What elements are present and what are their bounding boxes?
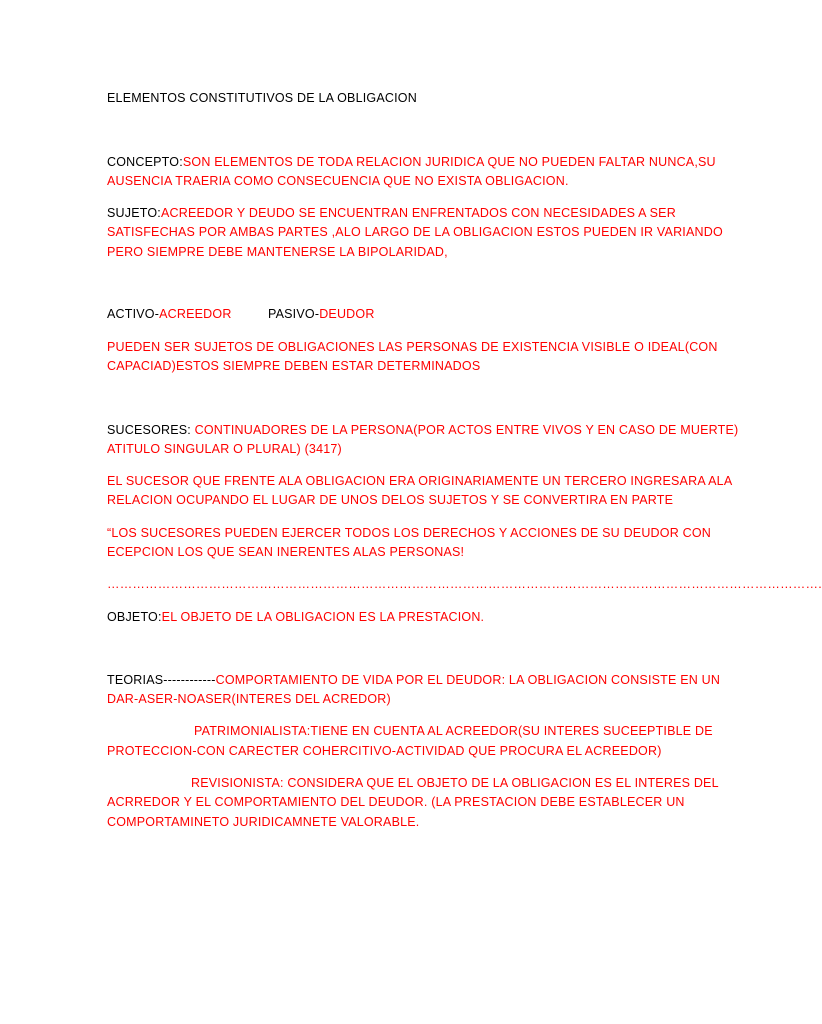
sucesor-p2-line-1: EL SUCESOR QUE FRENTE ALA OBLIGACION ERA ORIGINARIAMENTE UN TERCERO INGRESARA ALA [107, 474, 733, 488]
sujeto-line-1 [107, 203, 676, 223]
pasivo-label: PASIVO- [268, 307, 320, 321]
objeto-text: EL OBJETO DE LA OBLIGACION ES LA PRESTACION. [161, 610, 485, 624]
sucesor-quote-line-1: “LOS SUCESORES PUEDEN EJERCER TODOS LOS DERECHOS Y ACCIONES DE SU DEUDOR CON [107, 526, 711, 540]
activo-value: ACREEDOR [159, 307, 232, 321]
sucesores-label: SUCESORES: [107, 423, 195, 437]
revisionista-line-3: COMPORTAMINETO JURIDICAMNETE VALORABLE. [107, 815, 420, 829]
sucesores-text-1: CONTINUADORES DE LA PERSONA(POR ACTOS ENTRE VIVOS Y EN CASO DE MUERTE) [194, 423, 739, 437]
concepto-line-1 [107, 152, 716, 172]
teorias-line-2: DAR-ASER-NOASER(INTERES DEL ACREDOR) [107, 692, 391, 706]
revisionista-line-2: ACRREDOR Y EL COMPORTAMIENTO DEL DEUDOR. (LA PRESTACION DEBE ESTABLECER UN [107, 795, 685, 809]
pueden-line-2: CAPACIAD)ESTOS SIEMPRE DEBEN ESTAR DETERMINADOS [107, 359, 481, 373]
activo-label: ACTIVO- [107, 307, 160, 321]
concepto-line-2: AUSENCIA TRAERIA COMO CONSECUENCIA QUE NO EXISTA OBLIGACION. [107, 174, 569, 188]
pasivo-line [268, 304, 375, 324]
dotted-separator: ……………………………………………………………………………………………………………………………………………………. [107, 577, 822, 591]
concepto-label: CONCEPTO: [107, 155, 183, 169]
document-title: ELEMENTOS CONSTITUTIVOS DE LA OBLIGACION [107, 91, 417, 105]
sujeto-line-3: PERO SIEMPRE DEBE MANTENERSE LA BIPOLARIDAD, [107, 245, 448, 259]
sujeto-line-2: SATISFECHAS POR AMBAS PARTES ,ALO LARGO DE LA OBLIGACION ESTOS PUEDEN IR VARIANDO [107, 225, 723, 239]
sujeto-label: SUJETO: [107, 206, 161, 220]
objeto-label: OBJETO: [107, 610, 162, 624]
concepto-text-1: SON ELEMENTOS DE TODA RELACION JURIDICA QUE NO PUEDEN FALTAR NUNCA,SU [182, 155, 716, 169]
revisionista-line-1: REVISIONISTA: CONSIDERA QUE EL OBJETO DE LA OBLIGACION ES EL INTERES DEL [191, 776, 719, 790]
pueden-line-1: PUEDEN SER SUJETOS DE OBLIGACIONES LAS PERSONAS DE EXISTENCIA VISIBLE O IDEAL(CON [107, 340, 718, 354]
sucesor-quote-line-2: ECEPCION LOS QUE SEAN INERENTES ALAS PERSONAS! [107, 545, 465, 559]
sucesor-p2-line-2: RELACION OCUPANDO EL LUGAR DE UNOS DELOS SUJETOS Y SE CONVERTIRA EN PARTE [107, 493, 674, 507]
activo-line [107, 304, 232, 324]
patrimonialista-line-2: PROTECCION-CON CARECTER COHERCITIVO-ACTIVIDAD QUE PROCURA EL ACREEDOR) [107, 744, 662, 758]
sucesores-line-2: ATITULO SINGULAR O PLURAL) (3417) [107, 442, 342, 456]
teorias-line-1 [107, 670, 720, 690]
sucesores-line-1 [107, 420, 738, 440]
objeto-line [107, 607, 484, 627]
teorias-text-1: COMPORTAMIENTO DE VIDA POR EL DEUDOR: LA OBLIGACION CONSISTE EN UN [215, 673, 721, 687]
pasivo-value: DEUDOR [319, 307, 375, 321]
patrimonialista-line-1: PATRIMONIALISTA:TIENE EN CUENTA AL ACREEDOR(SU INTERES SUCEEPTIBLE DE [194, 724, 713, 738]
sujeto-text-1: ACREEDOR Y DEUDO SE ENCUENTRAN ENFRENTADOS CON NECESIDADES A SER [160, 206, 676, 220]
teorias-label: TEORIAS------------ [107, 673, 216, 687]
